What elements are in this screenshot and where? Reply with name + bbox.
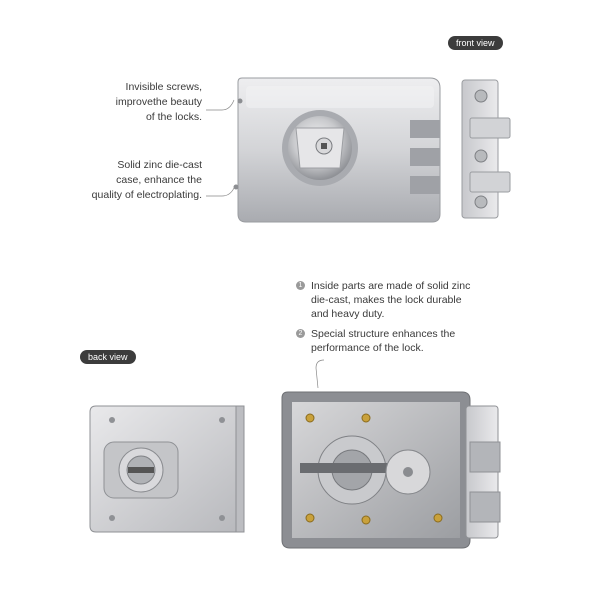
screw-icon <box>238 99 243 104</box>
back-view-lock-interior <box>282 392 500 548</box>
back-view-badge: back view <box>80 350 136 364</box>
callout-zinc-case <box>60 158 202 203</box>
screw-icon <box>234 185 239 190</box>
feature-note <box>296 327 516 355</box>
note-number-badge: 2 <box>296 329 305 338</box>
callout-line: case, enhance the <box>116 174 202 186</box>
callout-invisible-screws <box>70 80 202 125</box>
callout-line: Invisible screws, <box>125 81 202 93</box>
note-line: Special structure enhances the <box>311 328 456 340</box>
back-view-plate <box>90 406 244 532</box>
strike-plate <box>462 80 510 218</box>
callout-line: improvethe beauty <box>115 96 202 108</box>
note-line: Inside parts are made of solid zinc <box>311 280 471 292</box>
feature-notes <box>296 279 516 361</box>
front-view-lock <box>234 78 441 222</box>
front-view-badge: front view <box>448 36 503 50</box>
note-number-badge: 1 <box>296 281 305 290</box>
note-line: performance of the lock. <box>311 342 424 354</box>
callout-line: of the locks. <box>145 111 202 123</box>
note-line: die-cast, makes the lock durable <box>311 294 462 306</box>
note-line: and heavy duty. <box>311 308 385 320</box>
feature-note <box>296 279 516 321</box>
callout-line: Solid zinc die-cast <box>117 159 202 171</box>
callout-line: quality of electroplating. <box>91 189 202 201</box>
